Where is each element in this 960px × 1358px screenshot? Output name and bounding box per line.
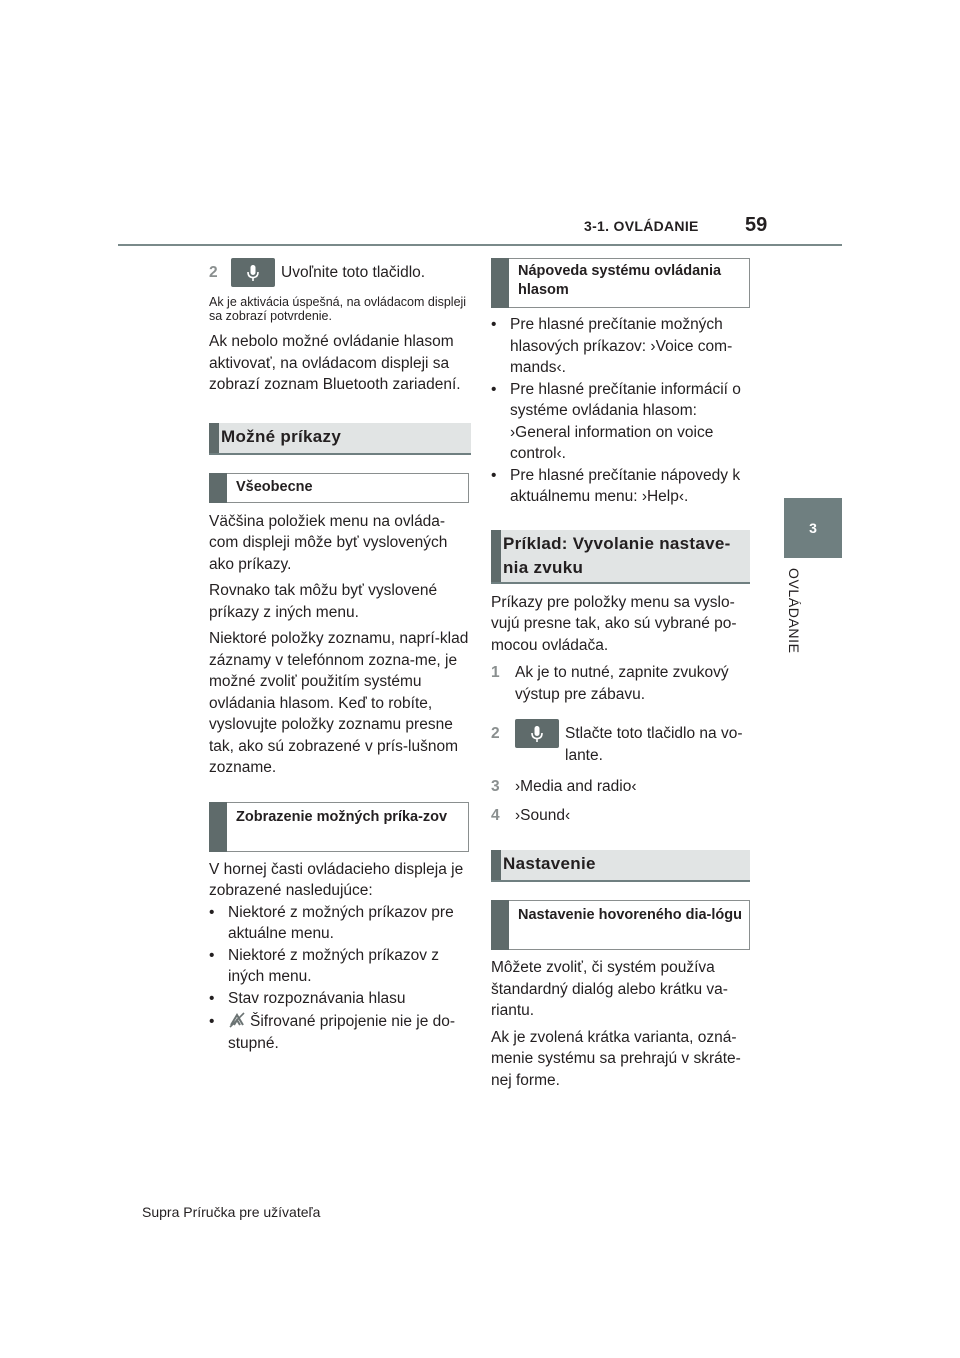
- subheading-box: [491, 258, 750, 308]
- page-number: 59: [745, 214, 768, 236]
- right-column: [491, 258, 753, 1091]
- paragraph: V hornej časti ovládacieho displeja je zobrazené nasledujúce:: [209, 860, 464, 899]
- chapter-label-text: OVLÁDANIE: [786, 568, 802, 654]
- microphone-icon: [515, 719, 559, 748]
- paragraph: Príkazy pre položky menu sa vyslo-vujú presne tak, ako sú vybrané po-mocou ovládača.: [491, 593, 737, 654]
- subheading-box: [209, 802, 469, 852]
- section-heading-text: Nastavenie: [503, 854, 596, 873]
- step-number: 2: [209, 263, 218, 281]
- paragraph: Rovnako tak môžu byť vyslovené príkazy z iných menu.: [209, 582, 438, 621]
- section-heading-text: Možné príkazy: [221, 426, 342, 446]
- paragraph: Ak nebolo možné ovládanie hlasom aktivovať, na ovládacom displeji sa zobrazí zoznam Bluetooth zariadení.: [209, 333, 461, 393]
- step-number: 3: [491, 778, 500, 795]
- header-rule: [118, 244, 842, 246]
- list-item: • Pre hlasné prečítanie nápovedy k aktuálnemu menu: ›Help‹.: [491, 466, 741, 505]
- list-item: • Pre hlasné prečítanie informácií o systéme ovládania hlasom: ›General information on voice control‹.: [491, 380, 741, 462]
- list-item: • Stav rozpoznávania hlasu: [209, 989, 406, 1007]
- paragraph: Môžete zvoliť, či systém používa štandardný dialóg alebo krátku va-riantu.: [491, 959, 728, 1019]
- paragraph: Ak je zvolená krátka varianta, ozná-menie systému sa prehrajú v skráte-nej forme.: [491, 1028, 741, 1089]
- step-text: ›Media and radio‹: [515, 778, 637, 795]
- list-item-text: Šifrované pripojenie nie je do-stupné.: [228, 1013, 456, 1052]
- subheading-box: [491, 900, 750, 950]
- chapter-number: 3: [809, 520, 817, 536]
- section-heading: [491, 530, 750, 584]
- subheading-text: Zobrazenie možných príka-zov: [236, 808, 448, 825]
- step-3: [491, 776, 753, 798]
- list-item: • Niektoré z možných príkazov z iných menu.: [209, 946, 440, 985]
- note-text: Ak je aktivácia úspešná, na ovládacom displeji sa zobrazí potvrdenie.: [209, 295, 467, 323]
- section-heading-text: Príklad: Vyvolanie nastave-nia zvuku: [503, 533, 731, 577]
- subheading-text: Všeobecne: [236, 478, 313, 495]
- step-number: 1: [491, 664, 500, 681]
- step-number: 4: [491, 806, 500, 824]
- footer-text: Supra Príručka pre užívateľa: [142, 1204, 321, 1220]
- list-item: • Pre hlasné prečítanie možných hlasových príkazov: ›Voice com-mands‹.: [491, 316, 733, 376]
- step-text: ›Sound‹: [515, 806, 571, 824]
- chapter-label: [786, 568, 806, 688]
- help-list: [491, 314, 753, 508]
- microphone-icon: [231, 258, 275, 287]
- chapter-tab: [784, 498, 842, 558]
- encrypted-connection-unavailable-icon: [228, 1012, 246, 1028]
- section-heading: [491, 850, 750, 882]
- section-heading: [209, 423, 471, 455]
- subheading-box: [209, 473, 469, 503]
- paragraph: Väčšina položiek menu na ovláda-com displeji môže byť vyslovených ako príkazy.: [209, 512, 448, 573]
- list-item: • Šifrované pripojenie nie je do-stupné.: [209, 1013, 456, 1052]
- step-text: Uvoľnite toto tlačidlo.: [281, 263, 426, 281]
- subheading-text: Nápoveda systému ovládania hlasom: [518, 263, 722, 298]
- step-4: [491, 805, 753, 827]
- list-item: • Niektoré z možných príkazov pre aktuálne menu.: [209, 903, 454, 942]
- subheading-text: Nastavenie hovoreného dia-lógu: [518, 907, 742, 923]
- step-number: 2: [491, 725, 500, 742]
- step-2-press: [491, 719, 753, 766]
- step-1: [491, 662, 753, 705]
- section-title: 3-1. OVLÁDANIE: [584, 218, 699, 234]
- paragraph: Niektoré položky zoznamu, naprí-klad záznamy v telefónnom zozna-me, je možné zvoliť použitím systému ovládania hlasom. Keď to robíte, vyslovujte položky zoznamu presne tak, ako sú zobrazené v prís-lušnom zozname.: [209, 630, 469, 776]
- step-text: Ak je to nutné, zapnite zvukový výstup pre zábavu.: [515, 664, 729, 703]
- step-2-release: [209, 258, 471, 287]
- left-column: [209, 258, 471, 1054]
- step-text: Stlačte toto tlačidlo na vo-lante.: [565, 725, 743, 764]
